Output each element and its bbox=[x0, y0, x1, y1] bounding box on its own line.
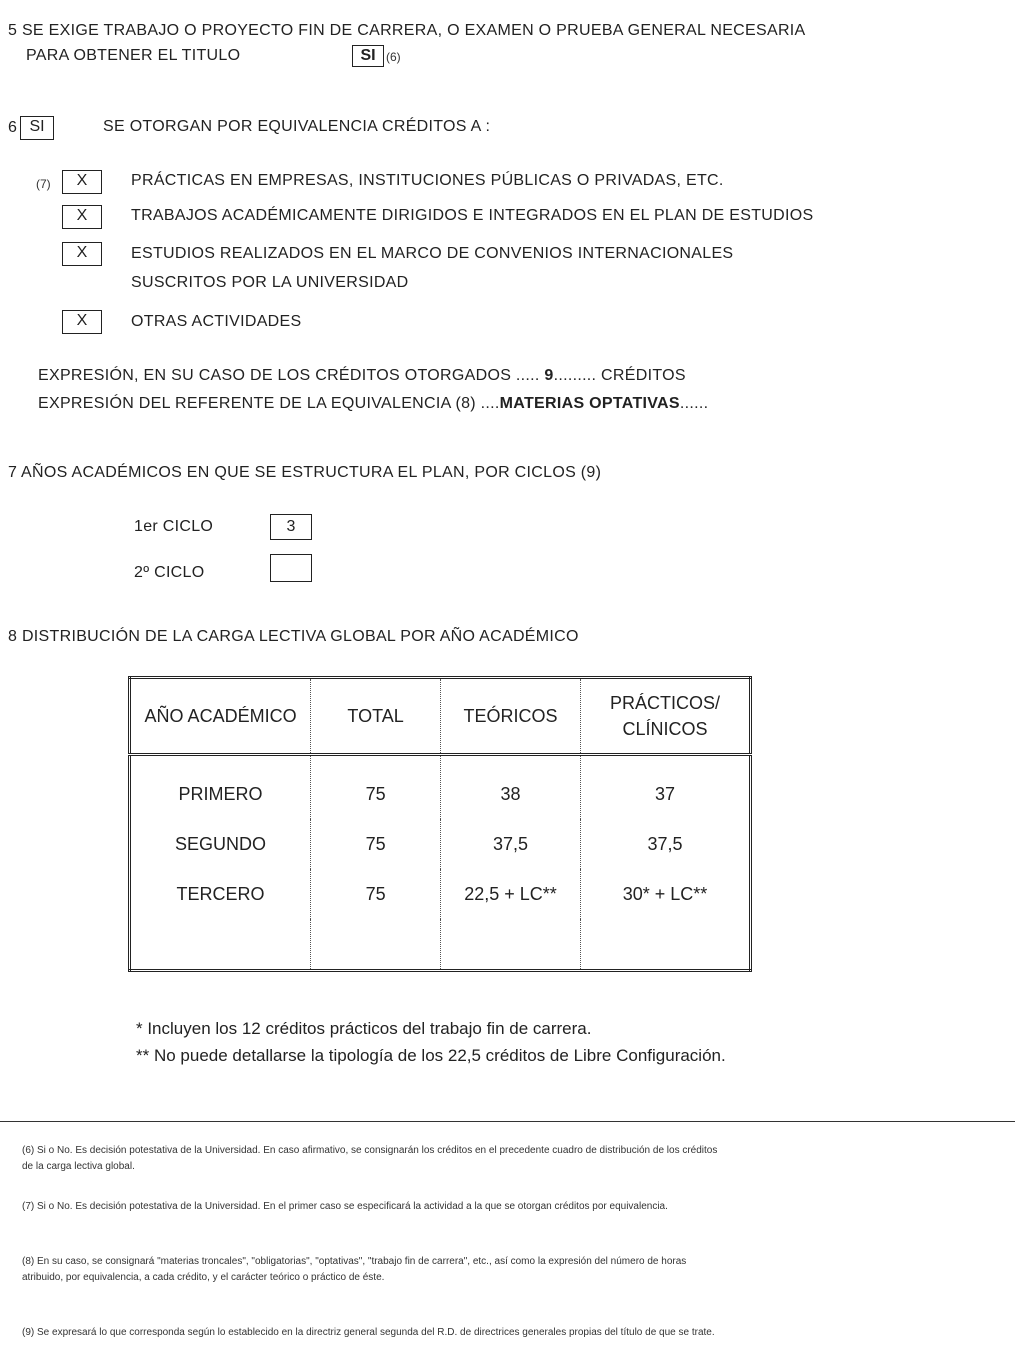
equivalence-reference-label: EXPRESIÓN DEL REFERENTE DE LA EQUIVALENCIA (8) .... bbox=[38, 395, 500, 412]
cell-theoretical: 37,5 bbox=[441, 819, 581, 869]
option-checkbox-estudios: X bbox=[62, 242, 102, 266]
cell-total: 75 bbox=[311, 755, 441, 820]
option-checkbox-practicas: X bbox=[62, 170, 102, 194]
item5-note-ref: (6) bbox=[386, 50, 401, 64]
credits-expression-value: 9 bbox=[544, 367, 554, 384]
option-label-practicas: PRÁCTICAS EN EMPRESAS, INSTITUCIONES PÚBLICAS O PRIVADAS, ETC. bbox=[131, 172, 724, 189]
table-row bbox=[130, 819, 751, 869]
cycle1-box: 3 bbox=[270, 514, 312, 540]
item8-heading: 8 DISTRIBUCIÓN DE LA CARGA LECTIVA GLOBAL POR AÑO ACADÉMICO bbox=[8, 628, 579, 645]
cycle2-label: 2º CICLO bbox=[134, 564, 205, 581]
option-label-estudios-cont: SUSCRITOS POR LA UNIVERSIDAD bbox=[131, 274, 409, 291]
cell-practical: 30* + LC** bbox=[580, 869, 750, 919]
item5-line2: PARA OBTENER EL TITULO bbox=[26, 47, 241, 64]
footnote-8: (8) En su caso, se consignará "materias troncales", "obligatorias", "optativas", "trabajo fin de carrera", etc., así como la expresión del número de horas atribuido, por equivalencia, a cada crédito, y el carácter teórico o práctico de éste. bbox=[22, 1256, 687, 1283]
item6-note-ref: (7) bbox=[36, 177, 51, 191]
equivalence-reference-value: MATERIAS OPTATIVAS bbox=[499, 395, 680, 412]
item6-number: 6 bbox=[8, 119, 18, 136]
distribution-table bbox=[128, 676, 752, 972]
cell-total: 75 bbox=[311, 819, 441, 869]
credits-expression-label: EXPRESIÓN, EN SU CASO DE LOS CRÉDITOS OTORGADOS ..... bbox=[38, 367, 545, 384]
header-practical-line1: PRÁCTICOS/ bbox=[609, 693, 720, 713]
table-row bbox=[130, 755, 751, 820]
equivalence-reference-line bbox=[38, 395, 708, 413]
item6-heading: SE OTORGAN POR EQUIVALENCIA CRÉDITOS A : bbox=[103, 118, 491, 135]
header-total: TOTAL bbox=[311, 678, 441, 755]
cell-year: SEGUNDO bbox=[130, 819, 311, 869]
header-academic-year: AÑO ACADÉMICO bbox=[130, 678, 311, 755]
cycle1-label: 1er CICLO bbox=[134, 518, 214, 535]
option-label-estudios: ESTUDIOS REALIZADOS EN EL MARCO DE CONVENIOS INTERNACIONALES bbox=[131, 245, 734, 262]
option-checkbox-trabajos: X bbox=[62, 205, 102, 229]
footnote-9: (9) Se expresará lo que corresponda según lo establecido en la directriz general segunda del R.D. de directrices generales propias del título de que se trate. bbox=[22, 1327, 715, 1338]
table-row bbox=[130, 869, 751, 919]
cell-practical: 37 bbox=[580, 755, 750, 820]
item7-heading: 7 AÑOS ACADÉMICOS EN QUE SE ESTRUCTURA EL PLAN, POR CICLOS (9) bbox=[8, 464, 602, 481]
header-theoretical: TEÓRICOS bbox=[441, 678, 581, 755]
footnote-7: (7) Si o No. Es decisión potestativa de la Universidad. En el primer caso se especificará la actividad a la que se otorgan créditos por equivalencia. bbox=[22, 1201, 668, 1212]
header-practical bbox=[580, 678, 750, 755]
credits-expression-line bbox=[38, 367, 686, 385]
table-header-row bbox=[130, 678, 751, 755]
cell-year: PRIMERO bbox=[130, 755, 311, 820]
equivalence-reference-suffix: ...... bbox=[679, 395, 709, 412]
footnote-6: (6) Si o No. Es decisión potestativa de la Universidad. En caso afirmativo, se consignarán los créditos en el precedente cuadro de distribución de los créditos de la carga lectiva global. bbox=[22, 1145, 718, 1172]
cell-total: 75 bbox=[311, 869, 441, 919]
table-note-2: ** No puede detallarse la tipología de los 22,5 créditos de Libre Configuración. bbox=[136, 1046, 726, 1065]
cell-theoretical: 38 bbox=[441, 755, 581, 820]
item5-line1: 5 SE EXIGE TRABAJO O PROYECTO FIN DE CARRERA, O EXAMEN O PRUEBA GENERAL NECESARIA bbox=[8, 22, 806, 39]
cycle2-box bbox=[270, 554, 312, 582]
option-checkbox-otras: X bbox=[62, 310, 102, 334]
cell-theoretical: 22,5 + LC** bbox=[441, 869, 581, 919]
cell-year: TERCERO bbox=[130, 869, 311, 919]
table-note-1: * Incluyen los 12 créditos prácticos del trabajo fin de carrera. bbox=[136, 1019, 592, 1038]
table-row-empty bbox=[130, 919, 751, 971]
option-label-trabajos: TRABAJOS ACADÉMICAMENTE DIRIGIDOS E INTEGRADOS EN EL PLAN DE ESTUDIOS bbox=[131, 207, 814, 224]
option-label-otras: OTRAS ACTIVIDADES bbox=[131, 313, 302, 330]
header-practical-line2: CLÍNICOS bbox=[622, 719, 708, 739]
cell-practical: 37,5 bbox=[580, 819, 750, 869]
item6-answer-box: SI bbox=[20, 116, 54, 140]
footnote-divider bbox=[0, 1121, 1015, 1122]
credits-expression-suffix: ......... CRÉDITOS bbox=[553, 367, 686, 384]
item5-answer-box: SI bbox=[352, 45, 384, 67]
